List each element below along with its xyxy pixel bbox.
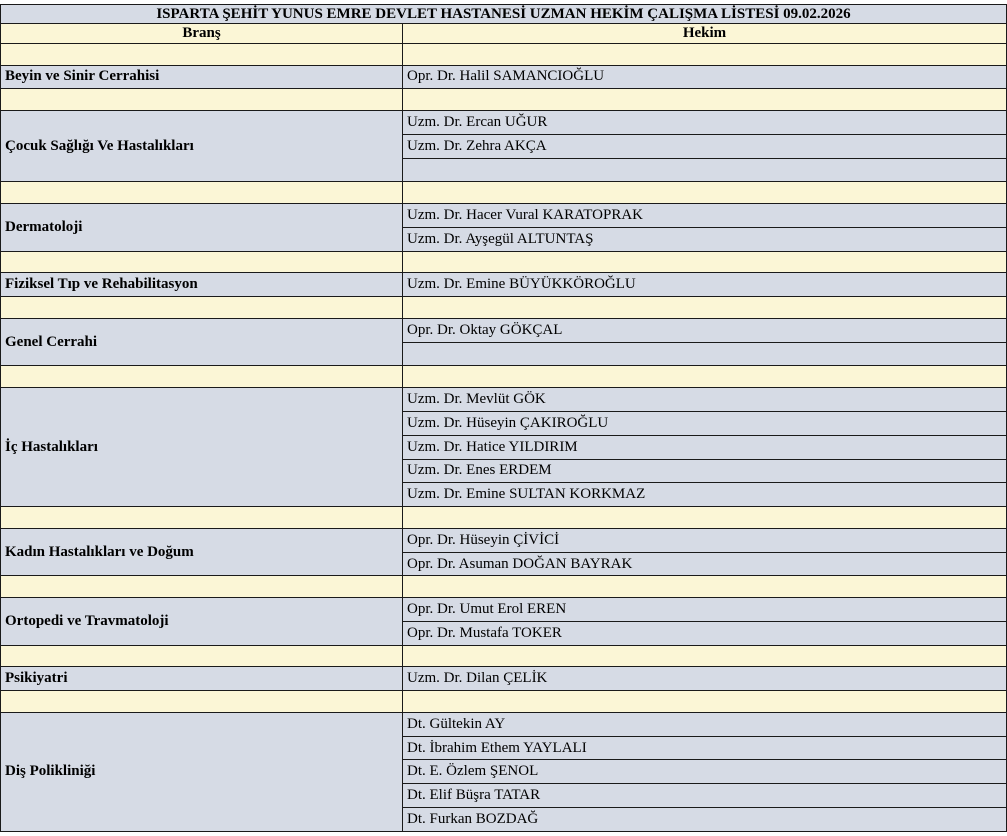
branch-name: Beyin ve Sinir Cerrahisi xyxy=(1,65,403,89)
doctor-name: Uzm. Dr. Enes ERDEM xyxy=(403,459,1007,483)
table-row xyxy=(1,318,1007,342)
doctor-name: Dt. Furkan BOZDAĞ xyxy=(403,808,1007,832)
spacer-row xyxy=(1,366,1007,388)
spacer-row xyxy=(1,297,1007,319)
spacer-row xyxy=(1,576,1007,598)
table-row xyxy=(1,598,1007,622)
spacer-cell xyxy=(403,366,1007,388)
spacer-cell xyxy=(403,43,1007,65)
doctor-name: Opr. Dr. Hüseyin ÇİVİCİ xyxy=(403,528,1007,552)
spacer-cell xyxy=(1,297,403,319)
spacer-cell xyxy=(1,251,403,273)
spacer-cell xyxy=(403,89,1007,111)
spacer-cell xyxy=(1,576,403,598)
spacer-cell xyxy=(1,182,403,204)
spacer-cell xyxy=(403,251,1007,273)
empty-doctor-cell xyxy=(403,158,1007,182)
doctor-name: Opr. Dr. Umut Erol EREN xyxy=(403,598,1007,622)
spacer-cell xyxy=(403,576,1007,598)
table-row xyxy=(1,273,1007,297)
doctor-name: Uzm. Dr. Dilan ÇELİK xyxy=(403,667,1007,691)
spacer-cell xyxy=(1,645,403,667)
table-row xyxy=(1,65,1007,89)
sheet-title: ISPARTA ŞEHİT YUNUS EMRE DEVLET HASTANESİ UZMAN HEKİM ÇALIŞMA LİSTESİ 09.02.2026 xyxy=(1,5,1007,24)
spacer-row xyxy=(1,645,1007,667)
doctor-name: Uzm. Dr. Hacer Vural KARATOPRAK xyxy=(403,204,1007,228)
branch-name: Çocuk Sağlığı Ve Hastalıkları xyxy=(1,111,403,182)
doctor-name: Opr. Dr. Asuman DOĞAN BAYRAK xyxy=(403,552,1007,576)
branch-name: Kadın Hastalıkları ve Doğum xyxy=(1,528,403,576)
doctor-name: Opr. Dr. Halil SAMANCIOĞLU xyxy=(403,65,1007,89)
header-row xyxy=(1,24,1007,43)
doctor-name: Opr. Dr. Oktay GÖKÇAL xyxy=(403,318,1007,342)
spacer-cell xyxy=(403,182,1007,204)
branch-name: Dermatoloji xyxy=(1,204,403,252)
table-row xyxy=(1,388,1007,412)
spacer-cell xyxy=(1,89,403,111)
spacer-cell xyxy=(1,691,403,713)
branch-name: Diş Polikliniği xyxy=(1,712,403,831)
empty-doctor-cell xyxy=(403,342,1007,366)
doctor-name: Uzm. Dr. Hatice YILDIRIM xyxy=(403,435,1007,459)
duty-list-table xyxy=(0,4,1007,832)
column-header-doctor: Hekim xyxy=(403,24,1007,43)
doctor-name: Uzm. Dr. Mevlüt GÖK xyxy=(403,388,1007,412)
spacer-row xyxy=(1,251,1007,273)
table-row xyxy=(1,712,1007,736)
spacer-row xyxy=(1,507,1007,529)
spacer-row xyxy=(1,182,1007,204)
table-row xyxy=(1,667,1007,691)
branch-name: Ortopedi ve Travmatoloji xyxy=(1,598,403,646)
branch-name: Psikiyatri xyxy=(1,667,403,691)
spacer-row xyxy=(1,89,1007,111)
spacer-row xyxy=(1,43,1007,65)
spacer-cell xyxy=(1,366,403,388)
doctor-name: Dt. Elif Büşra TATAR xyxy=(403,784,1007,808)
spacer-cell xyxy=(403,691,1007,713)
doctor-name: Uzm. Dr. Emine SULTAN KORKMAZ xyxy=(403,483,1007,507)
doctor-name: Uzm. Dr. Ayşegül ALTUNTAŞ xyxy=(403,227,1007,251)
table-row xyxy=(1,528,1007,552)
spacer-row xyxy=(1,691,1007,713)
spacer-cell xyxy=(1,507,403,529)
doctor-name: Dt. Gültekin AY xyxy=(403,712,1007,736)
title-row xyxy=(1,5,1007,24)
column-header-branch: Branş xyxy=(1,24,403,43)
table-row xyxy=(1,204,1007,228)
branch-name: Fiziksel Tıp ve Rehabilitasyon xyxy=(1,273,403,297)
doctor-name: Dt. İbrahim Ethem YAYLALI xyxy=(403,736,1007,760)
doctor-name: Uzm. Dr. Emine BÜYÜKKÖROĞLU xyxy=(403,273,1007,297)
branch-name: İç Hastalıkları xyxy=(1,388,403,507)
doctor-name: Uzm. Dr. Zehra AKÇA xyxy=(403,134,1007,158)
spacer-cell xyxy=(403,507,1007,529)
table-row xyxy=(1,111,1007,135)
spacer-cell xyxy=(403,645,1007,667)
doctor-name: Uzm. Dr. Ercan UĞUR xyxy=(403,111,1007,135)
doctor-name: Opr. Dr. Mustafa TOKER xyxy=(403,621,1007,645)
doctor-name: Dt. E. Özlem ŞENOL xyxy=(403,760,1007,784)
spacer-cell xyxy=(403,297,1007,319)
spacer-cell xyxy=(1,43,403,65)
doctor-name: Uzm. Dr. Hüseyin ÇAKIROĞLU xyxy=(403,411,1007,435)
branch-name: Genel Cerrahi xyxy=(1,318,403,366)
